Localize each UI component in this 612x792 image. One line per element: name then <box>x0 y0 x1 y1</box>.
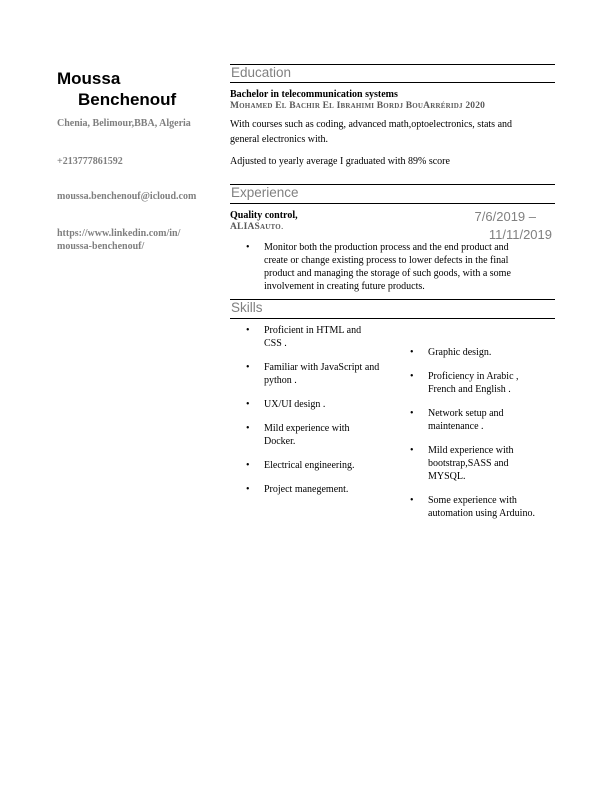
skill-line: Familiar with JavaScript and <box>264 362 380 373</box>
linkedin-line-1: https://www.linkedin.com/in/ <box>57 228 181 239</box>
experience-company: ALIASauto <box>230 222 281 232</box>
experience-bullets <box>230 241 550 293</box>
experience-bottom-rule <box>230 203 555 204</box>
phone: +213777861592 <box>57 156 123 167</box>
experience-date-end: 11/11/2019 <box>488 227 552 242</box>
skills-top-rule <box>230 299 555 300</box>
skill-line: UX/UI design . <box>264 399 326 410</box>
skill-line: bootstrap,SASS and <box>428 458 509 469</box>
education-heading: Education <box>231 65 292 80</box>
skills-list-left <box>230 324 400 496</box>
education-description <box>230 117 512 147</box>
linkedin-url[interactable] <box>57 227 180 253</box>
list-item <box>230 361 400 387</box>
skill-line: python . <box>264 375 297 386</box>
list-item <box>230 241 550 293</box>
skill-line: Proficiency in Arabic , <box>428 371 519 382</box>
bullet-icon: • <box>246 242 250 253</box>
experience-heading: Experience <box>231 185 299 200</box>
first-name: Moussa <box>57 69 121 88</box>
skill-line: Docker. <box>264 436 296 447</box>
skill-line: CSS . <box>264 338 287 349</box>
bullet-icon: • <box>410 371 414 382</box>
experience-bullet-line: involvement in creating future products. <box>264 281 425 292</box>
skill-line: maintenance . <box>428 421 484 432</box>
education-desc-line-2: general electronics with. <box>230 134 329 145</box>
bullet-icon: • <box>246 484 250 495</box>
bullet-icon: • <box>246 460 250 471</box>
list-item <box>394 444 559 483</box>
list-item <box>394 407 559 433</box>
education-bottom-rule <box>230 82 555 83</box>
bullet-icon: • <box>246 423 250 434</box>
bullet-icon: • <box>410 347 414 358</box>
bullet-icon: • <box>410 445 414 456</box>
experience-bullet-line: product and managing the storage of such goods, with a some <box>264 268 511 279</box>
address: Chenia, Belimour,BBA, Algeria <box>57 118 191 129</box>
bullet-icon: • <box>246 362 250 373</box>
skill-line: automation using Arduino. <box>428 508 535 519</box>
list-item <box>230 483 400 496</box>
skill-line: French and English . <box>428 384 511 395</box>
list-item <box>230 422 400 448</box>
skills-heading: Skills <box>231 300 263 315</box>
experience-bullet-line: Monitor both the production process and the end product and <box>264 242 509 253</box>
education-result: Adjusted to yearly average I graduated with 89% score <box>230 156 450 167</box>
education-desc-line-1: With courses such as coding, advanced math,optoelectronics, stats and <box>230 119 513 130</box>
email: moussa.benchenouf@icloud.com <box>57 191 197 202</box>
skills-bottom-rule <box>230 318 555 319</box>
bullet-icon: • <box>410 495 414 506</box>
skill-line: Project manegement. <box>264 484 349 495</box>
experience-date <box>420 208 552 244</box>
skill-line: Mild experience with <box>428 445 514 456</box>
experience-role: Quality control, <box>230 210 298 221</box>
list-item <box>394 494 559 520</box>
list-item <box>230 324 400 350</box>
skill-line: Mild experience with <box>264 423 350 434</box>
list-item <box>394 370 559 396</box>
list-item <box>230 459 400 472</box>
experience-date-start: 7/6/2019 – <box>474 209 536 224</box>
skill-line: Some experience with <box>428 495 517 506</box>
list-item <box>394 346 559 359</box>
experience-company-dot: . <box>280 222 284 232</box>
experience-bullet-line: create or change existing process to lower defects in the final <box>264 255 509 266</box>
education-school: Mohamed El Bachir El Ibrahimi Bordj BouArréridj 2020 <box>230 101 486 111</box>
skill-line: Proficient in HTML and <box>264 325 362 336</box>
bullet-icon: • <box>246 325 250 336</box>
skill-line: Graphic design. <box>428 347 492 358</box>
skill-line: MYSQL. <box>428 471 466 482</box>
linkedin-line-2: moussa-benchenouf/ <box>57 241 145 252</box>
skill-line: Network setup and <box>428 408 504 419</box>
list-item <box>230 398 400 411</box>
bullet-icon: • <box>410 408 414 419</box>
education-degree: Bachelor in telecommunication systems <box>230 89 398 100</box>
bullet-icon: • <box>246 399 250 410</box>
skills-list-right <box>394 346 559 520</box>
skill-line: Electrical engineering. <box>264 460 355 471</box>
last-name: Benchenouf <box>78 90 177 109</box>
experience-company-line <box>230 222 283 232</box>
